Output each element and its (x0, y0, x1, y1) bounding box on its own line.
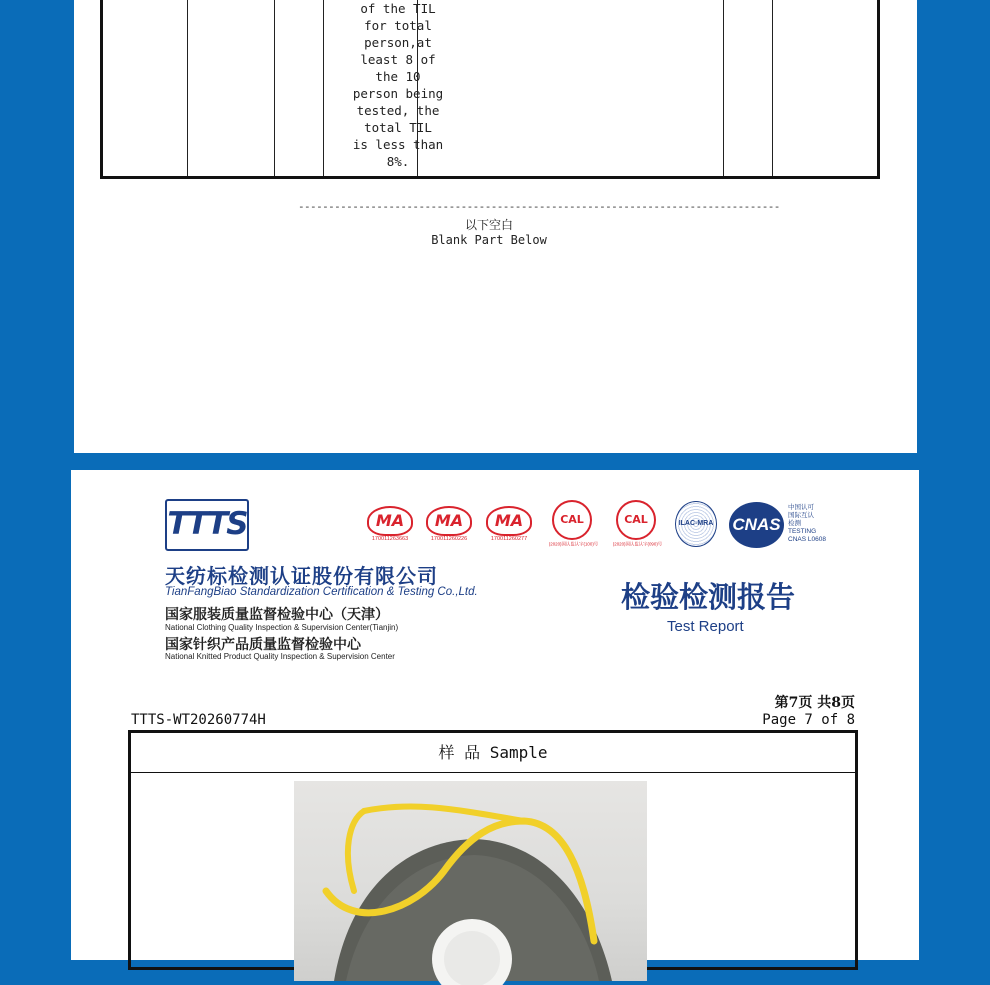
knitted-center-cn: 国家针织产品质量监督检验中心 (165, 637, 361, 653)
cma-mark-icon: MA (367, 506, 413, 536)
report-page-6 (74, 0, 917, 453)
report-number: TTTS-WT20260774H (131, 712, 266, 728)
cma-mark-icon: MA (486, 506, 532, 536)
report-title-cn: 检验检测报告 (621, 580, 796, 614)
table-column-divider (772, 0, 773, 176)
cma-cert-1 (367, 506, 413, 542)
sample-photo (294, 781, 647, 981)
table-column-divider (187, 0, 188, 176)
company-name-en: TianFangBiao Standardization Certification & Testing Co.,Ltd. (165, 586, 478, 598)
page-number-en: Page 7 of 8 (762, 712, 855, 728)
blank-part-below-en: Blank Part Below (431, 233, 547, 247)
cnas-logo: CNAS (729, 502, 784, 548)
cma-cert-3 (486, 506, 532, 542)
report-page-7 (71, 470, 919, 960)
sample-table (128, 730, 858, 970)
dashed-separator: -------------------------------------------------------------------------------- (298, 200, 780, 213)
page-number-cn: 第7页 共8页 (774, 695, 855, 711)
respirator-mask-icon (294, 781, 647, 981)
sample-header: 样 品 Sample (131, 733, 855, 773)
cal-mark-icon: CAL (616, 500, 656, 540)
company-name-cn: 天纺标检测认证股份有限公司 (165, 564, 438, 588)
cma-mark-icon: MA (426, 506, 472, 536)
cal-cert-2 (607, 500, 665, 548)
table-column-divider (723, 0, 724, 176)
cert-number: 170011260226 (430, 536, 468, 542)
table-column-divider (323, 0, 324, 176)
cal-mark-icon: CAL (552, 500, 592, 540)
cma-cert-2 (426, 506, 472, 542)
ilac-mra-logo: ILAC-MRA (675, 501, 717, 547)
til-results-table (100, 0, 880, 179)
til-requirement-text: of the TIL for total person,at least 8 of the 10 person being tested, the total TIL is less than 8%. (352, 1, 444, 169)
report-title-en: Test Report (667, 618, 744, 635)
cert-number: (2020)国认监认字(090)号 (612, 542, 663, 548)
cal-cert-1 (543, 500, 601, 548)
cert-number: 170011263663 (371, 536, 409, 542)
cnas-accreditation-text: 中国认可 国际互认 检测 TESTING CNAS L0608 (788, 504, 826, 543)
blank-part-below-cn: 以下空白 (464, 218, 513, 232)
table-column-divider (274, 0, 275, 176)
cert-number: (2020)国认监认字(100)号 (548, 542, 599, 548)
cert-number: 170011260277 (490, 536, 528, 542)
clothing-center-en: National Clothing Quality Inspection & Supervision Center(Tianjin) (165, 623, 399, 632)
knitted-center-en: National Knitted Product Quality Inspection & Supervision Center (165, 652, 395, 661)
clothing-center-cn: 国家服装质量监督检验中心（天津） (165, 607, 389, 623)
ttts-logo: TTTS (165, 499, 249, 551)
